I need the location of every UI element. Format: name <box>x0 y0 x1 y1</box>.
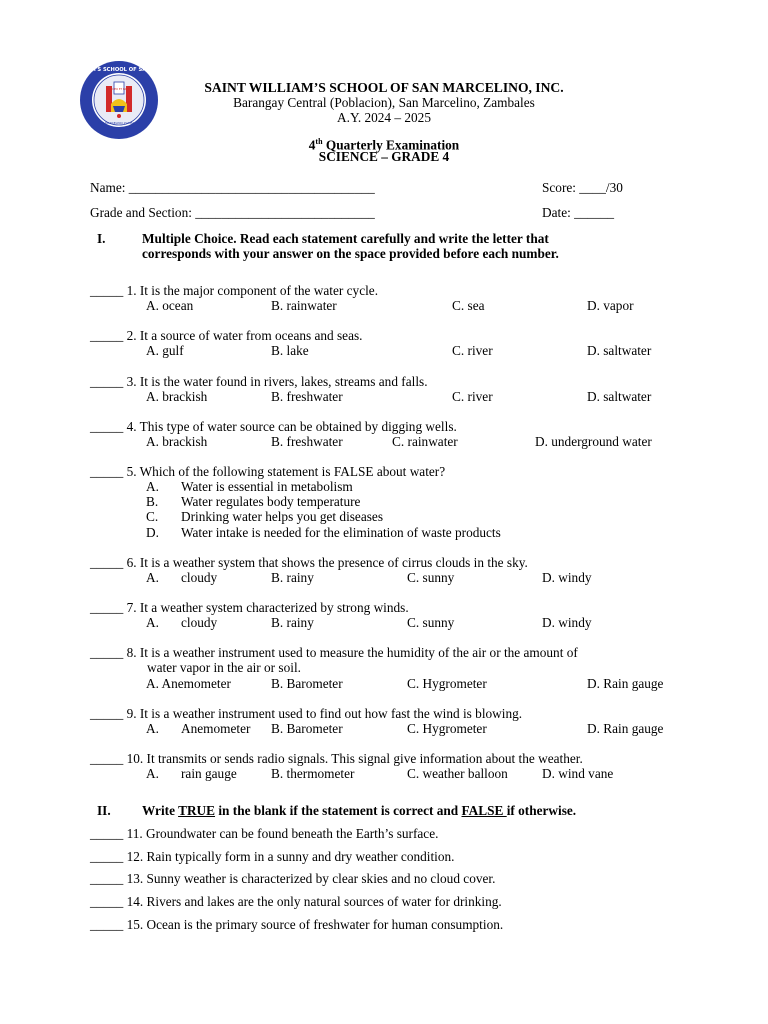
q4-option-a: A. brackish <box>146 434 208 449</box>
exam-subject: SCIENCE – GRADE 4 <box>318 149 450 164</box>
q7-option-b: B. rainy <box>271 615 314 630</box>
date-field[interactable]: Date: ______ <box>542 205 615 220</box>
part2-instr-false: FALSE <box>461 803 507 818</box>
q3-option-a: A. brackish <box>146 389 208 404</box>
q9-option-a-letter: A. <box>146 721 159 736</box>
q7-option-c: C. sunny <box>407 615 455 630</box>
q10-option-a-letter: A. <box>146 766 159 781</box>
q3-option-c: C. river <box>452 389 493 404</box>
tf-item-15: _____ 15. Ocean is the primary source of freshwater for human consumption. <box>90 917 504 932</box>
part1-instruction-1: Multiple Choice. Read each statement carefully and write the letter that <box>142 231 549 246</box>
q10-stem: _____ 10. It transmits or sends radio signals. This signal give information about the weather. <box>90 751 583 766</box>
tf-item-13: _____ 13. Sunny weather is characterized by clear skies and no cloud cover. <box>90 871 496 886</box>
q2-option-b: B. lake <box>271 343 309 358</box>
q5-option-b: Water regulates body temperature <box>181 494 361 509</box>
q9-option-a: Anemometer <box>181 721 251 736</box>
q5-option-d-letter: D. <box>146 525 159 540</box>
grade-section-field[interactable]: Grade and Section: ___________________________ <box>90 205 375 220</box>
q6-option-d: D. windy <box>542 570 592 585</box>
part2-instr-true: TRUE <box>178 803 216 818</box>
logo-ring-text: SAINT WILLIAM'S SCHOOL OF SAN MARCELINO <box>51 67 187 73</box>
q7-option-a-letter: A. <box>146 615 159 630</box>
q6-option-a: cloudy <box>181 570 218 585</box>
q5-option-c-letter: C. <box>146 509 159 524</box>
q10-option-b: B. thermometer <box>271 766 355 781</box>
q9-option-d: D. Rain gauge <box>587 721 664 736</box>
q6-option-c: C. sunny <box>407 570 455 585</box>
q2-option-d: D. saltwater <box>587 343 652 358</box>
q1-option-b: B. rainwater <box>271 298 337 313</box>
school-address: Barangay Central (Poblacion), San Marcelino, Zambales <box>233 95 535 110</box>
q3-option-d: D. saltwater <box>587 389 652 404</box>
q6-option-b: B. rainy <box>271 570 314 585</box>
q4-option-b: B. freshwater <box>271 434 343 449</box>
q5-option-a-letter: A. <box>146 479 159 494</box>
q5-option-c: Drinking water helps you get diseases <box>181 509 383 524</box>
q2-option-c: C. river <box>452 343 493 358</box>
q8-stem-continued: water vapor in the air or soil. <box>147 660 301 675</box>
q4-option-c: C. rainwater <box>392 434 458 449</box>
school-name: SAINT WILLIAM’S SCHOOL OF SAN MARCELINO, INC. <box>204 80 564 95</box>
exam-sup: th <box>315 137 323 146</box>
q9-stem: _____ 9. It is a weather instrument used to find out how fast the wind is blowing. <box>90 706 523 721</box>
exam-title-text: Quarterly Examination <box>322 137 460 153</box>
q7-option-d: D. windy <box>542 615 592 630</box>
q8-option-c: C. Hygrometer <box>407 676 487 691</box>
tf-item-11: _____ 11. Groundwater can be found beneath the Earth’s surface. <box>90 826 439 841</box>
q10-option-d: D. wind vane <box>542 766 614 781</box>
q8-option-a: A. Anemometer <box>146 676 231 691</box>
logo-inner-text: SAN MARCELINO ZAMBALES <box>97 121 141 125</box>
q8-option-d: D. Rain gauge <box>587 676 664 691</box>
q5-stem: _____ 5. Which of the following statement is FALSE about water? <box>90 464 446 479</box>
exam-number: 4 <box>308 137 316 153</box>
q5-option-b-letter: B. <box>146 494 159 509</box>
q5-option-d: Water intake is needed for the elimination of waste products <box>181 525 501 540</box>
q3-option-b: B. freshwater <box>271 389 343 404</box>
q10-option-c: C. weather balloon <box>407 766 508 781</box>
name-field[interactable]: Name: _____________________________________ <box>90 180 375 195</box>
score-field[interactable]: Score: ____/30 <box>542 180 623 195</box>
part1-instruction-2: corresponds with your answer on the space provided before each number. <box>142 246 559 261</box>
q3-stem: _____ 3. It is the water found in rivers, lakes, streams and falls. <box>90 374 428 389</box>
logo-pillar-text: PRO DEO ET PATRIA <box>106 88 132 91</box>
part2-instr-pre: Write <box>142 803 179 818</box>
q7-stem: _____ 7. It a weather system characterized by strong winds. <box>90 600 409 615</box>
academic-year: A.Y. 2024 – 2025 <box>337 110 431 125</box>
q9-option-c: C. Hygrometer <box>407 721 487 736</box>
q6-stem: _____ 6. It is a weather system that shows the presence of cirrus clouds in the sky. <box>90 555 528 570</box>
tf-item-14: _____ 14. Rivers and lakes are the only natural sources of water for drinking. <box>90 894 502 909</box>
q9-option-b: B. Barometer <box>271 721 343 736</box>
q7-option-a: cloudy <box>181 615 218 630</box>
q4-option-d: D. underground water <box>535 434 652 449</box>
q8-option-b: B. Barometer <box>271 676 343 691</box>
part2-numeral: II. <box>97 803 111 818</box>
part1-numeral: I. <box>97 231 106 246</box>
q1-option-a: A. ocean <box>146 298 194 313</box>
q1-stem: _____ 1. It is the major component of the water cycle. <box>90 283 379 298</box>
q6-option-a-letter: A. <box>146 570 159 585</box>
q2-option-a: A. gulf <box>146 343 184 358</box>
q1-option-d: D. vapor <box>587 298 634 313</box>
q5-option-a: Water is essential in metabolism <box>181 479 353 494</box>
part2-instr-post: if otherwise. <box>506 803 577 818</box>
q10-option-a: rain gauge <box>181 766 237 781</box>
part2-instr-mid: in the blank if the statement is correct and <box>215 803 462 818</box>
q2-stem: _____ 2. It a source of water from oceans and seas. <box>90 328 363 343</box>
q4-stem: _____ 4. This type of water source can be obtained by digging wells. <box>90 419 457 434</box>
q1-option-c: C. sea <box>452 298 485 313</box>
part2-instruction <box>142 803 576 818</box>
q8-stem: _____ 8. It is a weather instrument used to measure the humidity of the air or the amount of <box>90 645 578 660</box>
tf-item-12: _____ 12. Rain typically form in a sunny and dry weather condition. <box>90 849 455 864</box>
